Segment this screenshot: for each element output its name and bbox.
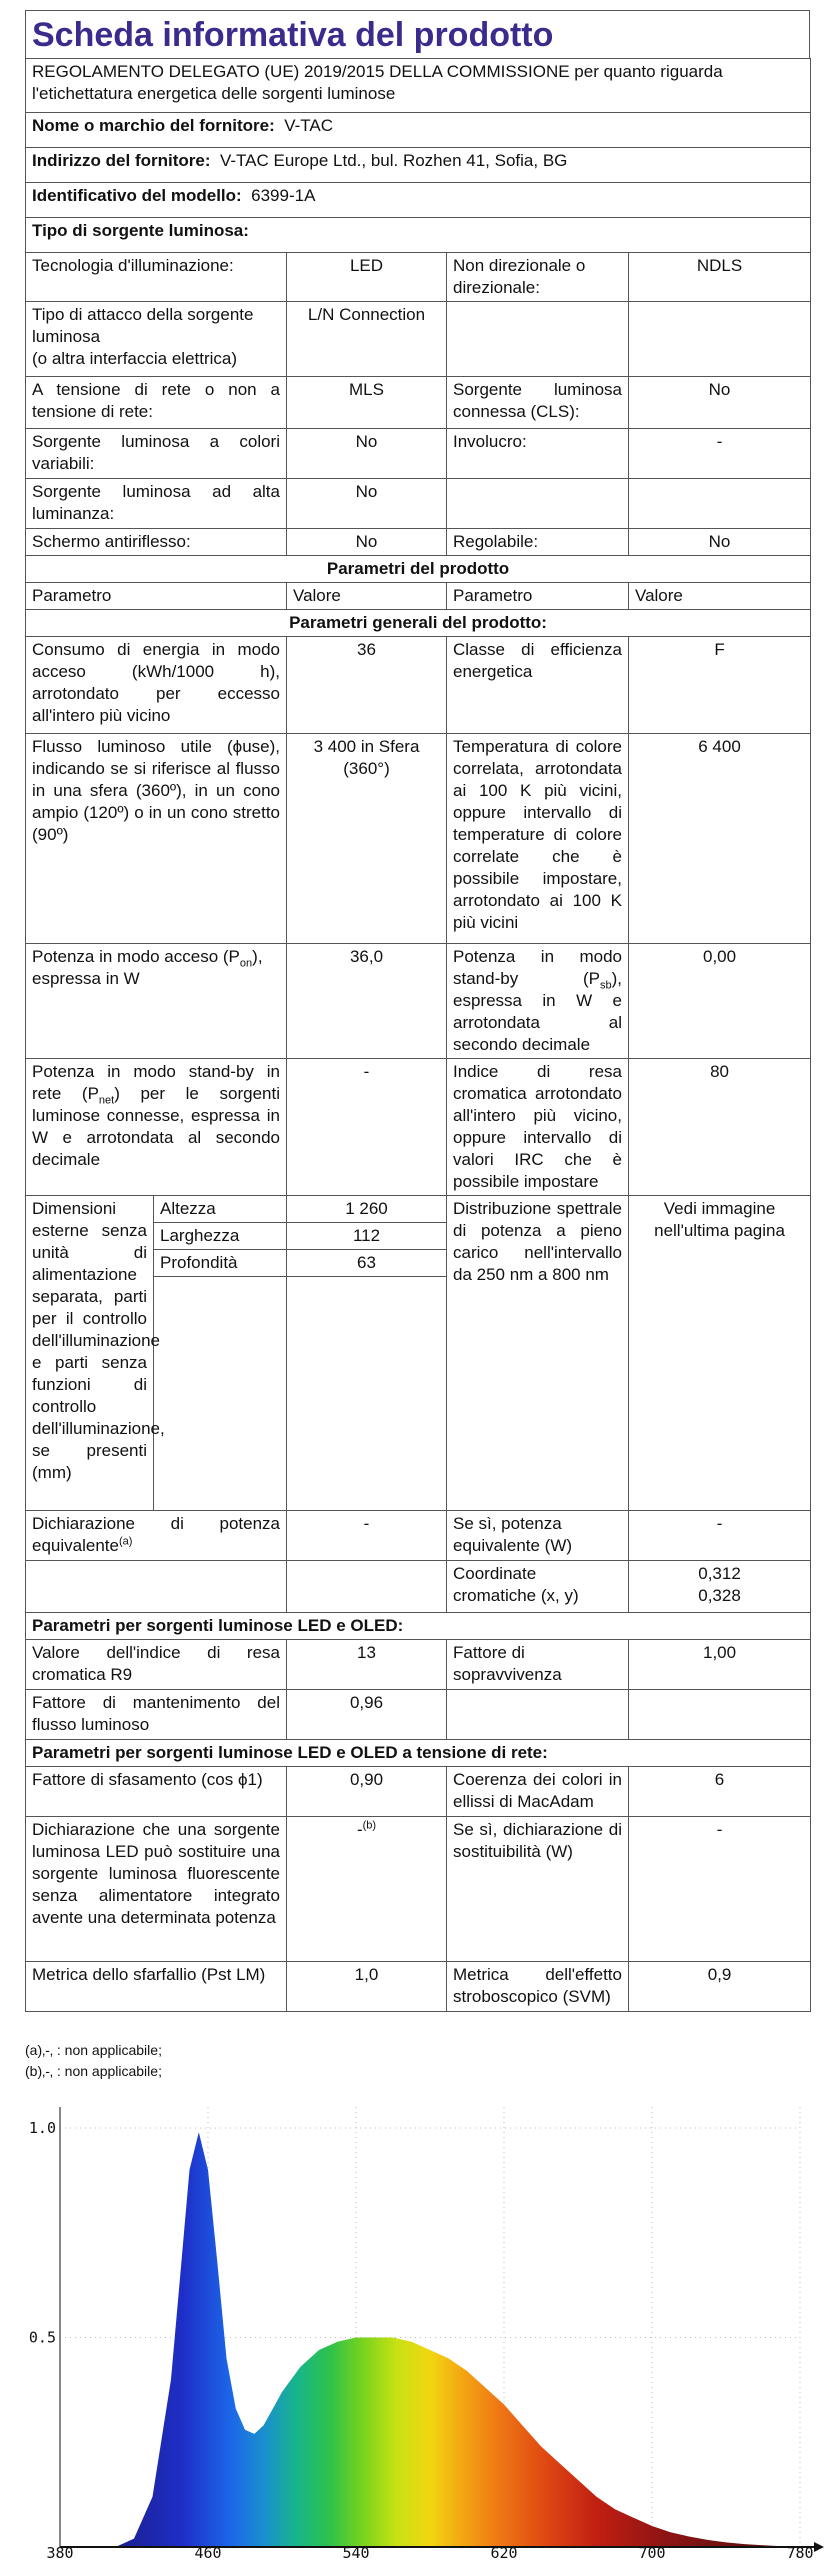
label-part: Potenza in modo acceso (P [32, 947, 240, 966]
label-subscript: on [239, 957, 253, 970]
param-label: Coerenza dei colori in ellissi di MacAdam [447, 1767, 629, 1817]
column-header: Valore [629, 583, 811, 610]
chroma-row [26, 1561, 811, 1613]
param-value: 1,00 [629, 1640, 811, 1690]
param-value: - [629, 429, 811, 479]
param-label: Regolabile: [447, 529, 629, 556]
x-tick-label: 460 [194, 2544, 222, 2560]
general-row [26, 637, 811, 734]
param-value [629, 1690, 811, 1740]
param-value: NDLS [629, 253, 811, 302]
param-value: 13 [287, 1640, 447, 1690]
label-subscript: net [98, 1094, 115, 1107]
param-label: Valore dell'indice di resa cromatica R9 [26, 1640, 287, 1690]
label-subscript: sb [599, 979, 612, 992]
param-label: Fattore di sfasamento (cos ϕ1) [26, 1767, 287, 1817]
param-label: Dichiarazione che una sorgente luminosa LED può sostituire una sorgente luminosa fluorescente senza alimentatore integrato avente una determinata potenza [26, 1817, 287, 1962]
regulation-text: REGOLAMENTO DELEGATO (UE) 2019/2015 DELLA COMMISSIONE per quanto riguarda l'etichettatura energetica delle sorgenti luminose [26, 59, 811, 113]
supplier-label: Nome o marchio del fornitore: [32, 116, 275, 135]
spectrum-area [60, 2132, 800, 2547]
led-row [26, 1690, 811, 1740]
param-label: Indice di resa cromatica arrotondato all'intero più vicino, oppure intervallo di valori IRC che è possibile impostare [447, 1059, 629, 1196]
value-dash: - [356, 1820, 363, 1839]
mains-row [26, 1817, 811, 1962]
column-header: Parametro [447, 583, 629, 610]
product-params-header: Parametri del prodotto [26, 556, 811, 583]
general-row [26, 944, 811, 1059]
param-value: 36,0 [287, 944, 447, 1059]
param-value [287, 1817, 447, 1962]
height-label: Altezza [154, 1196, 287, 1223]
empty-cell [287, 1277, 447, 1511]
label-part: ), espressa in W [32, 947, 263, 988]
param-label: Schermo antiriflesso: [26, 529, 287, 556]
empty-cell [154, 1277, 287, 1511]
param-value: 0,9 [629, 1962, 811, 2012]
led-row [26, 1640, 811, 1690]
chroma-y: 0,328 [698, 1586, 741, 1605]
attachment-label-note: (o altra interfaccia elettrica) [32, 349, 238, 368]
param-value [629, 479, 811, 529]
equivalent-label: Dichiarazione di potenza equivalente [32, 1514, 280, 1555]
param-label: Coordinate cromatiche (x, y) [447, 1561, 629, 1613]
param-value: 3 400 in Sfera (360°) [287, 734, 447, 944]
general-row [26, 1059, 811, 1196]
param-label [447, 302, 629, 377]
param-value: 80 [629, 1059, 811, 1196]
supplier-row [26, 113, 811, 148]
column-header: Valore [287, 583, 447, 610]
param-label [26, 302, 287, 377]
depth-value: 63 [287, 1250, 447, 1277]
param-value: 0,00 [629, 944, 811, 1059]
type-row [26, 479, 811, 529]
x-tick-label: 620 [490, 2544, 518, 2560]
param-label: Involucro: [447, 429, 629, 479]
param-value: L/N Connection [287, 302, 447, 377]
x-tick-label: 540 [342, 2544, 370, 2560]
attachment-label: Tipo di attacco della sorgente luminosa [32, 305, 254, 346]
led-params-header: Parametri per sorgenti luminose LED e OLED: [26, 1613, 811, 1640]
param-label [447, 479, 629, 529]
product-information-sheet [25, 10, 810, 2012]
type-row [26, 302, 811, 377]
param-value: - [287, 1059, 447, 1196]
param-value: 0,90 [287, 1767, 447, 1817]
column-header-row [26, 583, 811, 610]
footnote-ref: (b) [362, 1819, 377, 1832]
chroma-x: 0,312 [698, 1564, 741, 1583]
footnotes [25, 2040, 162, 2082]
param-label [447, 1690, 629, 1740]
label-part: Potenza in modo stand-by in rete (P [32, 1062, 280, 1103]
param-label: Sorgente luminosa ad alta luminanza: [26, 479, 287, 529]
info-table [25, 58, 811, 2012]
mains-row [26, 1767, 811, 1817]
width-label: Larghezza [154, 1223, 287, 1250]
supplier-value: V-TAC [284, 116, 334, 135]
param-value [629, 1561, 811, 1613]
param-label: Non direzionale o direzionale: [447, 253, 629, 302]
x-axis-arrow [814, 2542, 824, 2552]
label-part: Potenza in modo stand-by (P [453, 947, 622, 988]
type-row [26, 529, 811, 556]
model-value: 6399-1A [251, 186, 316, 205]
type-row [26, 377, 811, 429]
param-value: No [629, 377, 811, 429]
general-params-header: Parametri generali del prodotto: [26, 610, 811, 637]
type-row [26, 429, 811, 479]
param-label [26, 1059, 287, 1196]
model-label: Identificativo del modello: [32, 186, 242, 205]
param-label [447, 944, 629, 1059]
param-value: LED [287, 253, 447, 302]
empty-cell [26, 1561, 287, 1613]
param-value: 6 400 [629, 734, 811, 944]
footnote-b: (b)‚-‚ : non applicabile; [25, 2063, 162, 2079]
param-value: MLS [287, 377, 447, 429]
param-value: No [287, 479, 447, 529]
mains-row [26, 1962, 811, 2012]
address-row [26, 148, 811, 183]
param-label: Consumo di energia in modo acceso (kWh/1000 h), arrotondato per eccesso all'intero più vicino [26, 637, 287, 734]
param-value [629, 302, 811, 377]
address-label: Indirizzo del fornitore: [32, 151, 211, 170]
param-label: Fattore di sopravvivenza [447, 1640, 629, 1690]
param-value: 1,0 [287, 1962, 447, 2012]
width-value: 112 [287, 1223, 447, 1250]
param-label: Sorgente luminosa connessa (CLS): [447, 377, 629, 429]
param-label: Se sì, dichiarazione di sostituibilità (W) [447, 1817, 629, 1962]
label-part: ) per le sorgenti luminose connesse, espressa in W e arrotondata al secondo decimale [32, 1084, 280, 1169]
x-tick-label: 380 [46, 2544, 74, 2560]
param-label: Metrica dello sfarfallio (Pst LM) [26, 1962, 287, 2012]
equivalent-row [26, 1511, 811, 1561]
param-value: No [629, 529, 811, 556]
param-label: Fattore di mantenimento del flusso luminoso [26, 1690, 287, 1740]
param-label: Sorgente luminosa a colori variabili: [26, 429, 287, 479]
param-label: Tecnologia d'illuminazione: [26, 253, 287, 302]
source-type-header: Tipo di sorgente luminosa: [26, 218, 811, 253]
param-label: Temperatura di colore correlata, arrotondata ai 100 K più vicini, oppure intervallo di temperature di colore correlate che è possibile impostare, arrotondato ai 100 K più vicini [447, 734, 629, 944]
param-value: 36 [287, 637, 447, 734]
spectral-distribution-chart [0, 2095, 832, 2560]
param-value: No [287, 429, 447, 479]
param-label: Se sì, potenza equivalente (W) [447, 1511, 629, 1561]
column-header: Parametro [26, 583, 287, 610]
x-tick-label: 780 [786, 2544, 814, 2560]
footnote-ref: (a) [118, 1535, 133, 1548]
empty-cell [287, 1561, 447, 1613]
height-value: 1 260 [287, 1196, 447, 1223]
param-label [26, 1511, 287, 1561]
param-value: No [287, 529, 447, 556]
dimensions-label: Dimensioni esterne senza unità di alimentazione separata, parti per il controllo dell'illuminazione e parti senza funzioni di controllo dell'illuminazione, se presenti (mm) [26, 1196, 154, 1511]
param-value: F [629, 637, 811, 734]
param-label: Flusso luminoso utile (ϕuse), indicando se si riferisce al flusso in una sfera (360º), in un cono ampio (120º) o in un cono stretto (90º) [26, 734, 287, 944]
spd-value: Vedi immagine nell'ultima pagina [629, 1196, 811, 1511]
param-value: 6 [629, 1767, 811, 1817]
x-tick-label: 700 [638, 2544, 666, 2560]
param-label [26, 944, 287, 1059]
depth-label: Profondità [154, 1250, 287, 1277]
address-value: V-TAC Europe Ltd., bul. Rozhen 41, Sofia, BG [219, 151, 568, 170]
param-value: - [287, 1511, 447, 1561]
dimensions-row [26, 1196, 811, 1223]
param-label: Classe di efficienza energetica [447, 637, 629, 734]
type-row [26, 253, 811, 302]
general-row [26, 734, 811, 944]
page-title: Scheda informativa del prodotto [25, 10, 810, 58]
y-tick-label: 1.0 [28, 2118, 56, 2137]
param-label: A tensione di rete o non a tensione di rete: [26, 377, 287, 429]
param-value: 0,96 [287, 1690, 447, 1740]
param-value: - [629, 1511, 811, 1561]
param-label: Metrica dell'effetto stroboscopico (SVM) [447, 1962, 629, 2012]
y-tick-label: 0.5 [28, 2328, 56, 2347]
mains-params-header: Parametri per sorgenti luminose LED e OLED a tensione di rete: [26, 1740, 811, 1767]
param-value: - [629, 1817, 811, 1962]
model-row [26, 183, 811, 218]
footnote-a: (a)‚-‚ : non applicabile; [25, 2042, 162, 2058]
label-part: ), espressa in W e arrotondata al secondo decimale [453, 969, 622, 1054]
spd-label: Distribuzione spettrale di potenza a pieno carico nell'intervallo da 250 nm a 800 nm [447, 1196, 629, 1511]
